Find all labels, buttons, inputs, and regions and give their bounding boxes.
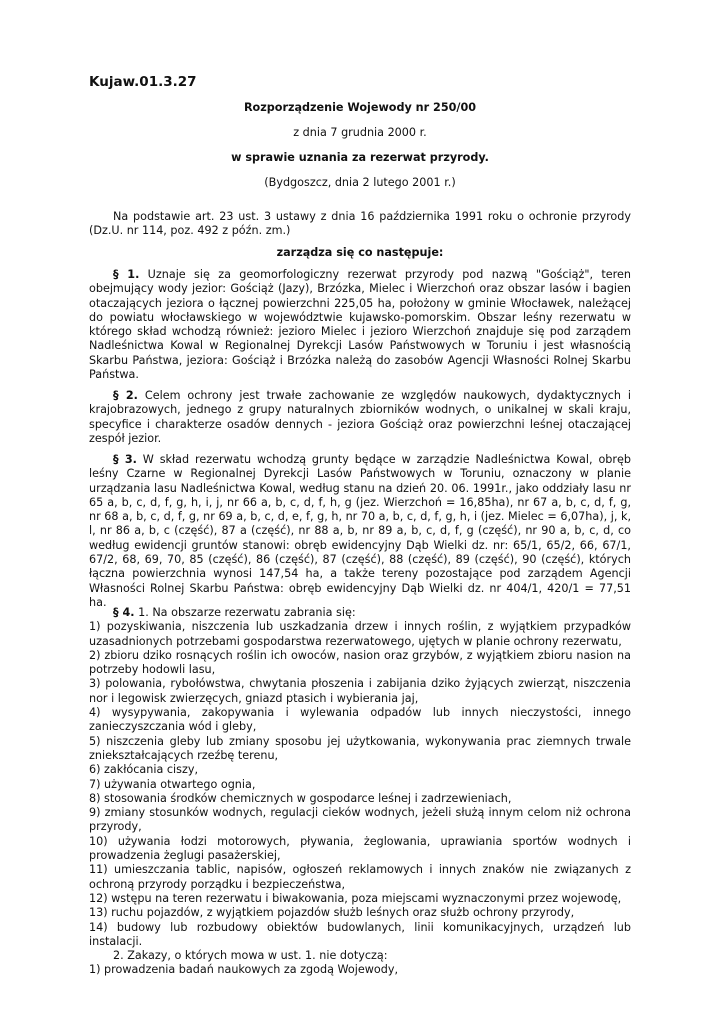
section-1-text: Uznaje się za geomorfologiczny rezerwat przyrody pod nazwą "Gościąż", teren obejmujący wody jezior: Gościąż (Jazy), Brzózka, Mielec i Wierzchoń oraz obszar lasów i bagien otaczających jeziora o łącznej powierzchni 225,05 ha, położony w gminie Włocławek, należącej do powiatu włocławskiego w województwie kujawsko-pomorskim. Obszar leśny rezerwatu w którego skład wchodzą również: jezioro Mielec i jezioro Wierzchoń znajduje się pod zarządem Nadleśnictwa Kowal w Regionalnej Dyrekcji Lasów Państwowych w Toruniu i jest własnością Skarbu Państwa, jeziora: Gościąż i Brzózka należą do zasobów Agencji Własności Rolnej Skarbu Państwa. bbox=[89, 268, 631, 382]
section-4 bbox=[89, 606, 631, 978]
document-date: z dnia 7 grudnia 2000 r. bbox=[293, 126, 427, 139]
prohibition-item: 7) używania otwartego ognia, bbox=[89, 777, 256, 791]
legal-basis-paragraph: Na podstawie art. 23 ust. 3 ustawy z dnia 16 października 1991 roku o ochronie przyrody (Dz.U. nr 114, poz. 492 z późn. zm.) bbox=[89, 210, 631, 238]
prohibition-item: 14) budowy lub rozbudowy obiektów budowlanych, linii komunikacyjnych, urządzeń lub instalacji. bbox=[89, 920, 631, 948]
prohibition-item: 1) pozyskiwania, niszczenia lub uszkadzania drzew i innych roślin, z wyjątkiem przypadków uzasadnionych potrzebami gospodarstwa rezerwatowego, ujętych w planie ochrony rezerwatu, bbox=[89, 620, 631, 648]
document-subject: w sprawie uznania za rezerwat przyrody. bbox=[231, 151, 489, 164]
section-4-subsection-2: 2. Zakazy, o których mowa w ust. 1. nie dotyczą: bbox=[113, 949, 388, 963]
prohibition-item: 10) używania łodzi motorowych, pływania, żeglowania, uprawiania sportów wodnych i prowadzenia żeglugi pasażerskiej, bbox=[89, 834, 631, 863]
prohibition-item: 3) polowania, rybołówstwa, chwytania płoszenia i zabijania dziko żyjących zwierząt, niszczenia nor i legowisk zwierzęcych, gniazd ptasich i wybierania jaj, bbox=[89, 677, 631, 705]
document-place-date: (Bydgoszcz, dnia 2 lutego 2001 r.) bbox=[264, 176, 456, 189]
prohibition-item: 5) niszczenia gleby lub zmiany sposobu jej użytkowania, wykonywania prac ziemnych trwale zniekształcających rzeźbę terenu, bbox=[89, 734, 631, 762]
section-1-label: § 1. bbox=[113, 268, 140, 281]
section-2 bbox=[89, 389, 631, 446]
section-4-head-text: 1. Na obszarze rezerwatu zabrania się: bbox=[134, 606, 356, 619]
section-4-heading bbox=[89, 606, 631, 620]
prohibition-item: 9) zmiany stosunków wodnych, regulacji cieków wodnych, jeżeli służą innym celom niż ochrona przyrody, bbox=[89, 806, 631, 834]
section-2-text: Celem ochrony jest trwałe zachowanie ze względów naukowych, dydaktycznych i krajobrazowych, jednego z grupy naturalnych zbiorników wodnych, o unikalnej w skali kraju, specyfice i charakterze osadów dennych - jeziora Gościąż oraz powierzchni leśnej otaczającej zespół jezior. bbox=[89, 389, 631, 445]
prohibition-item: 2) zbioru dziko rosnących roślin ich owoców, nasion oraz grzybów, z wyjątkiem zbioru nasion na potrzeby hodowli lasu, bbox=[89, 648, 631, 677]
document-title: Rozporządzenie Wojewody nr 250/00 bbox=[243, 101, 477, 114]
section-1 bbox=[89, 268, 631, 382]
prohibition-item: 13) ruchu pojazdów, z wyjątkiem pojazdów służb leśnych oraz służb ochrony przyrody, bbox=[89, 906, 575, 920]
prohibition-item: 6) zakłócania ciszy, bbox=[89, 763, 199, 777]
section-3-label: § 3. bbox=[113, 453, 137, 466]
section-3 bbox=[89, 453, 631, 610]
section-4-label: § 4. bbox=[113, 606, 135, 619]
prohibition-item: 11) umieszczania tablic, napisów, ogłoszeń reklamowych i innych znaków nie związanych z ochroną przyrody porządku i bezpieczeństwa, bbox=[89, 863, 631, 891]
prohibition-item: 4) wysypywania, zakopywania i wylewania odpadów lub innych nieczystości, innego zanieczyszczania wód i gleby, bbox=[89, 706, 631, 734]
prohibition-item: 12) wstępu na teren rezerwatu i biwakowania, poza miejscami wyznaczonymi przez wojewodę, bbox=[89, 891, 622, 905]
prohibition-item: 8) stosowania środków chemicznych w gospodarce leśnej i zadrzewieniach, bbox=[89, 791, 512, 805]
orders-heading: zarządza się co następuje: bbox=[276, 246, 444, 259]
exemption-item: 1) prowadzenia badań naukowych za zgodą Wojewody, bbox=[89, 963, 399, 977]
document-id: Kujaw.01.3.27 bbox=[89, 74, 197, 90]
section-2-label: § 2. bbox=[113, 389, 138, 402]
section-3-text: W skład rezerwatu wchodzą grunty będące w zarządzie Nadleśnictwa Kowal, obręb leśny Czarne w Regionalnej Dyrekcji Lasów Państwowych w Toruniu, oznaczony w planie urządzania lasu Nadleśnictwa Kowal, według stanu na dzień 20. 06. 1991r., jako oddziały lasu nr 65 a, b, c, d, f, g, h, i, j, nr 66 a, b, c, d, f, h, g (jez. Wierzchoń = 16,85ha), nr 67 a, b, c, d, f, g, nr 68 a, b, c, d, f, g, nr 69 a, b, c, d, e, f, g, h, nr 70 a, b, c, d, f, g, h, i (jez. Mielec = 6,07ha), j, k, l, nr 86 a, b, c (część), 87 a (część), nr 88 a, b, nr 89 a, b, c, d, f, g (część), nr 90 a, b, c, d, co według ewidencji gruntów stanowi: obręb ewidencyjny Dąb Wielki dz. nr: 65/1, 65/2, 66, 67/1, 67/2, 68, 69, 70, 85 (część), 86 (część), 87 (część), 88 (część), 89 (część), 90 (część), których łączna powierzchnia wynosi 147,54 ha, a także tereny pozostające pod zarządem Agencji Własności Rolnej Skarbu Państwa: obręb ewidencyjny Dąb Wielki dz. nr 404/1, 420/1 = 77,51 ha. bbox=[89, 453, 631, 609]
